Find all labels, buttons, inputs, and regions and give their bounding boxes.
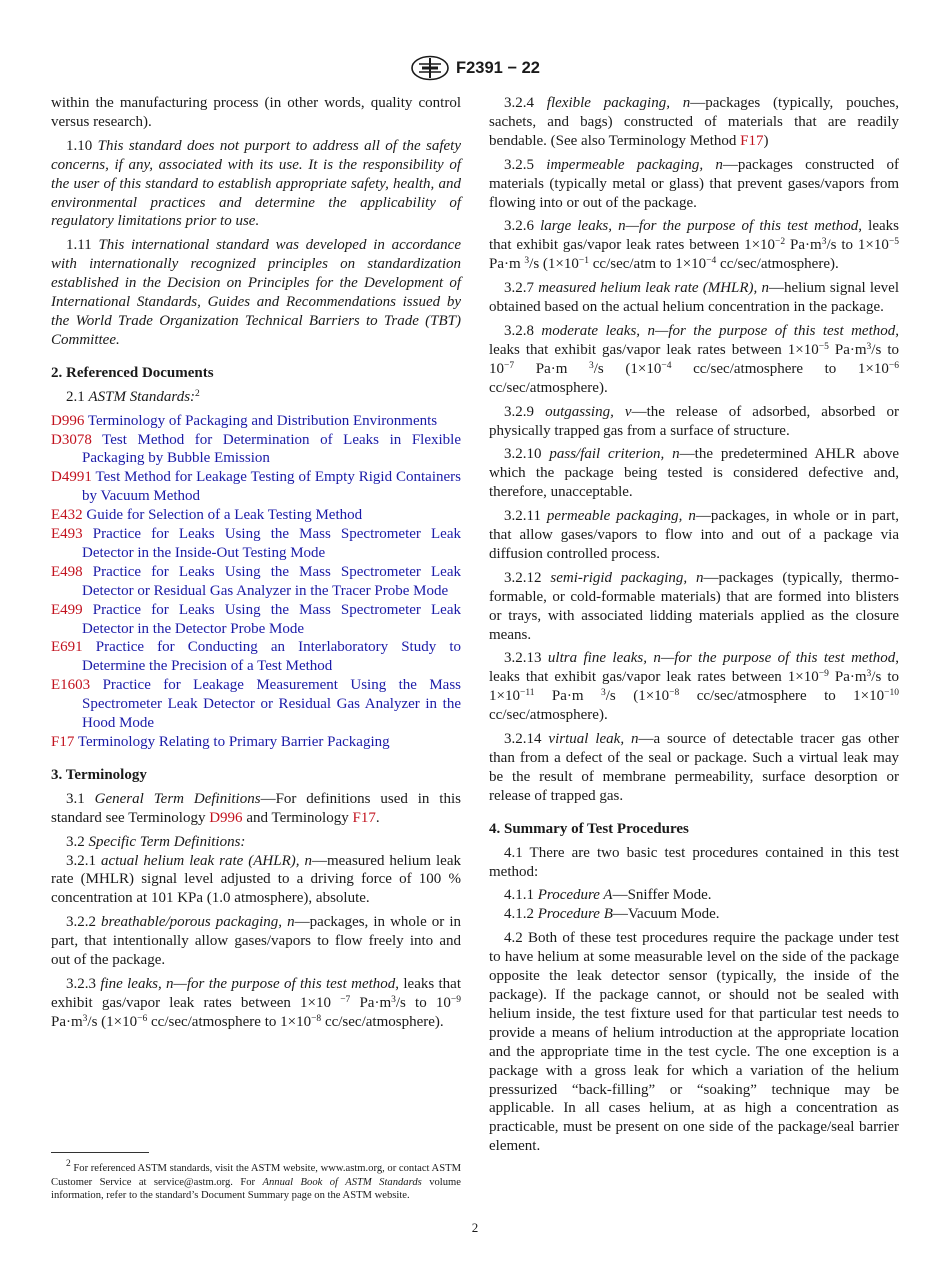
- right-column: [489, 94, 899, 1161]
- link-f17[interactable]: F17: [352, 809, 376, 826]
- ref-d4991[interactable]: D4991 Test Method for Leakage Testing of Empty Rigid Containers by Vacuum Method: [51, 469, 461, 505]
- section-2-heading: 2. Referenced Documents: [51, 364, 214, 381]
- ref-d996[interactable]: D996 Terminology of Packaging and Distribution Environments: [51, 412, 438, 429]
- paragraph-4-1: 4.1 There are two basic test procedures contained in this test method:: [489, 844, 899, 880]
- referenced-documents-list: [51, 412, 461, 752]
- ref-d3078[interactable]: D3078 Test Method for Determination of Leaks in Flexible Packaging by Bubble Emission: [51, 431, 461, 467]
- ref-e691[interactable]: E691 Practice for Conducting an Interlaboratory Study to Determine the Precision of a Test Method: [51, 639, 461, 675]
- paragraph-3-2-9: 3.2.9 outgassing, v—the release of adsorbed, absorbed or physically trapped gas from a surface of structure.: [489, 403, 900, 439]
- paragraph-3-2-1: 3.2.1 actual helium leak rate (AHLR), n—measured helium leak rate (MHLR) signal level adjusted to a driving force of 100 % concentration at 101 KPa (1.0 atmosphere), absolute.: [51, 852, 461, 907]
- paragraph-1-11: 1.11 This international standard was developed in accordance with internationally recognized principles on standardization established in the Decision on Principles for the Development of International Standards, Guides and Recommendations issued by the World Trade Organization Technical Barriers to Trade (TBT) Committee.: [51, 237, 462, 348]
- paragraph-3-2: 3.2 Specific Term Definitions:: [66, 833, 246, 850]
- paragraph-3-2-8: 3.2.8 moderate leaks, n—for the purpose of this test method, leaks that exhibit gas/vapor leak rates between $1\times 10^{-5}$ $Pa\cdot m^3/s$ to $10^{-7}$ Pa·m $^3$/s ($1\times 10^{-4}$ cc/sec/atmosphere to $1\times 10^{-6}$ cc/sec/atmosphere).: [489, 322, 900, 396]
- paragraph-4-2: 4.2 Both of these test procedures require the package under test to have helium at some measurable level on the side of the package opposite the leak detector sensor (typically, the inside of the package). If the package cannot, or should not be sealed with helium inside, the test fixture used for that particular test needs to provide a means of helium introduction at the appropriate location and the appropriate time in the test cycle. The one exception is a package with a gross leak for which a variation of the helium pressurized “back-filling” or “soaking” technique may be applicable. In all cases helium, at as high a concentration as practicable, must be present on one side of the package/seal barrier element.: [489, 930, 899, 1155]
- left-column: [51, 94, 461, 1037]
- paragraph-3-2-7: 3.2.7 measured helium leak rate (MHLR), n—helium signal level obtained based on the actual helium concentration in the package.: [489, 280, 900, 316]
- footnote-divider: [51, 1152, 149, 1153]
- paragraph-3-2-3: 3.2.3 fine leaks, n—for the purpose of this test method, leaks that exhibit gas/vapor leak rates between 1×10 $^{-7}$ $Pa\cdot m^3/s$ to $10^{-9}$ $Pa\cdot m^3/s$ ($1\times 10^{-6}$ cc/sec/atmosphere to $1\times 10^{-8}$ cc/sec/atmosphere).: [51, 975, 462, 1030]
- astm-logo-icon: [410, 55, 450, 81]
- paragraph-3-2-10: 3.2.10 pass/fail criterion, n—the predetermined AHLR above which the package being tested is considered defective and, therefore, unacceptable.: [489, 446, 899, 501]
- paragraph-4-1-2: 4.1.2 Procedure B—Vacuum Mode.: [504, 906, 720, 923]
- section-3-heading: 3. Terminology: [51, 766, 147, 783]
- link-d996[interactable]: D996: [209, 809, 243, 826]
- page-number: 2: [471, 1220, 479, 1235]
- paragraph-3-2-4: 3.2.4 flexible packaging, n—packages (typically, pouches, sachets, and bags) constructed of materials that are readily bendable. (See also Terminology Method F17): [489, 95, 899, 149]
- paragraph-3-2-5: 3.2.5 impermeable packaging, n—packages constructed of materials (typically metal or glass) that prevent gases/vapors from flowing into or out of the package.: [489, 156, 900, 211]
- page-header: [0, 54, 950, 82]
- paragraph-continuation: within the manufacturing process (in other words, quality control versus research).: [51, 95, 461, 130]
- paragraph-2-1: 2.1 ASTM Standards:$^2$: [66, 388, 200, 405]
- ref-e498[interactable]: E498 Practice for Leaks Using the Mass Spectrometer Leak Detector or Residual Gas Analyzer in the Tracer Probe Mode: [51, 563, 461, 599]
- section-4-heading: 4. Summary of Test Procedures: [489, 820, 689, 837]
- paragraph-1-10: 1.10 This standard does not purport to address all of the safety concerns, if any, associated with its use. It is the responsibility of the user of this standard to establish appropriate safety, health, and environmental practices and determine the applicability of regulatory limitations prior to use.: [51, 137, 462, 230]
- ref-e432[interactable]: E432 Guide for Selection of a Leak Testing Method: [51, 507, 363, 524]
- footnote-2: $^2$ For referenced ASTM standards, visit the ASTM website, www.astm.org, or contact ASTM Customer Service at service@astm.org. For Annual Book of ASTM Standards volume information, refer to the standard’s Document Summary page on the ASTM website.: [51, 1159, 461, 1202]
- paragraph-3-2-11: 3.2.11 permeable packaging, n—packages, in whole or in part, that allow gases/vapors to flow into and out of a package via diffusion controlled process.: [489, 508, 900, 562]
- paragraph-3-2-6: 3.2.6 large leaks, n—for the purpose of this test method, leaks that exhibit gas/vapor leak rates between $1\times 10^{-2}$ $Pa\cdot m^3/s$ to $1\times 10^{-5}$ Pa·m $^3$/s ($1\times 10^{-1}$ cc/sec/atm to $1\times 10^{-4}$ cc/sec/atmosphere).: [489, 218, 899, 273]
- paragraph-4-1-1: 4.1.1 Procedure A—Sniffer Mode.: [504, 887, 712, 904]
- paragraph-3-2-12: 3.2.12 semi-rigid packaging, n—packages (typically, thermo-formable, or cold-formable materials) that are formed into blisters or trays, with associated lidding materials applied as the closure means.: [489, 569, 899, 643]
- ref-e493[interactable]: E493 Practice for Leaks Using the Mass Spectrometer Leak Detector in the Inside-Out Testing Mode: [51, 526, 461, 561]
- footnote-marker: 2: [195, 388, 200, 399]
- paragraph-3-2-14: 3.2.14 virtual leak, n—a source of detectable tracer gas other than from a defect of the seal or package. Such a virtual leak may be the result of membrane permeability, surface desorption or release of trapped gas.: [489, 731, 900, 804]
- document-id: F2391 − 22: [456, 58, 540, 77]
- ref-e1603[interactable]: E1603 Practice for Leakage Measurement Using the Mass Spectrometer Leak Detector or Residual Gas Analyzer in the Hood Mode: [51, 677, 461, 732]
- paragraph-3-2-13: 3.2.13 ultra fine leaks, n—for the purpose of this test method, leaks that exhibit gas/vapor leak rates between $1\times 10^{-9}$ $Pa\cdot m^3/s$ to $1\times 10^{-11}$ Pa·m $^3$/s ($1\times 10^{-8}$ cc/sec/atmosphere to $1\times 10^{-10}$ cc/sec/atmosphere).: [489, 650, 899, 724]
- link-f17[interactable]: F17: [740, 132, 764, 149]
- ref-f17[interactable]: F17 Terminology Relating to Primary Barrier Packaging: [51, 734, 390, 750]
- paragraph-3-2-2: 3.2.2 breathable/porous packaging, n—packages, in whole or in part, that intentionally allow gases/vapors to flow freely into and out of the package.: [51, 914, 461, 969]
- paragraph-3-1: 3.1 General Term Definitions—For definitions used in this standard see Terminology D996 and Terminology F17.: [51, 790, 461, 826]
- ref-e499[interactable]: E499 Practice for Leaks Using the Mass Spectrometer Leak Detector in the Detector Probe Mode: [51, 601, 461, 637]
